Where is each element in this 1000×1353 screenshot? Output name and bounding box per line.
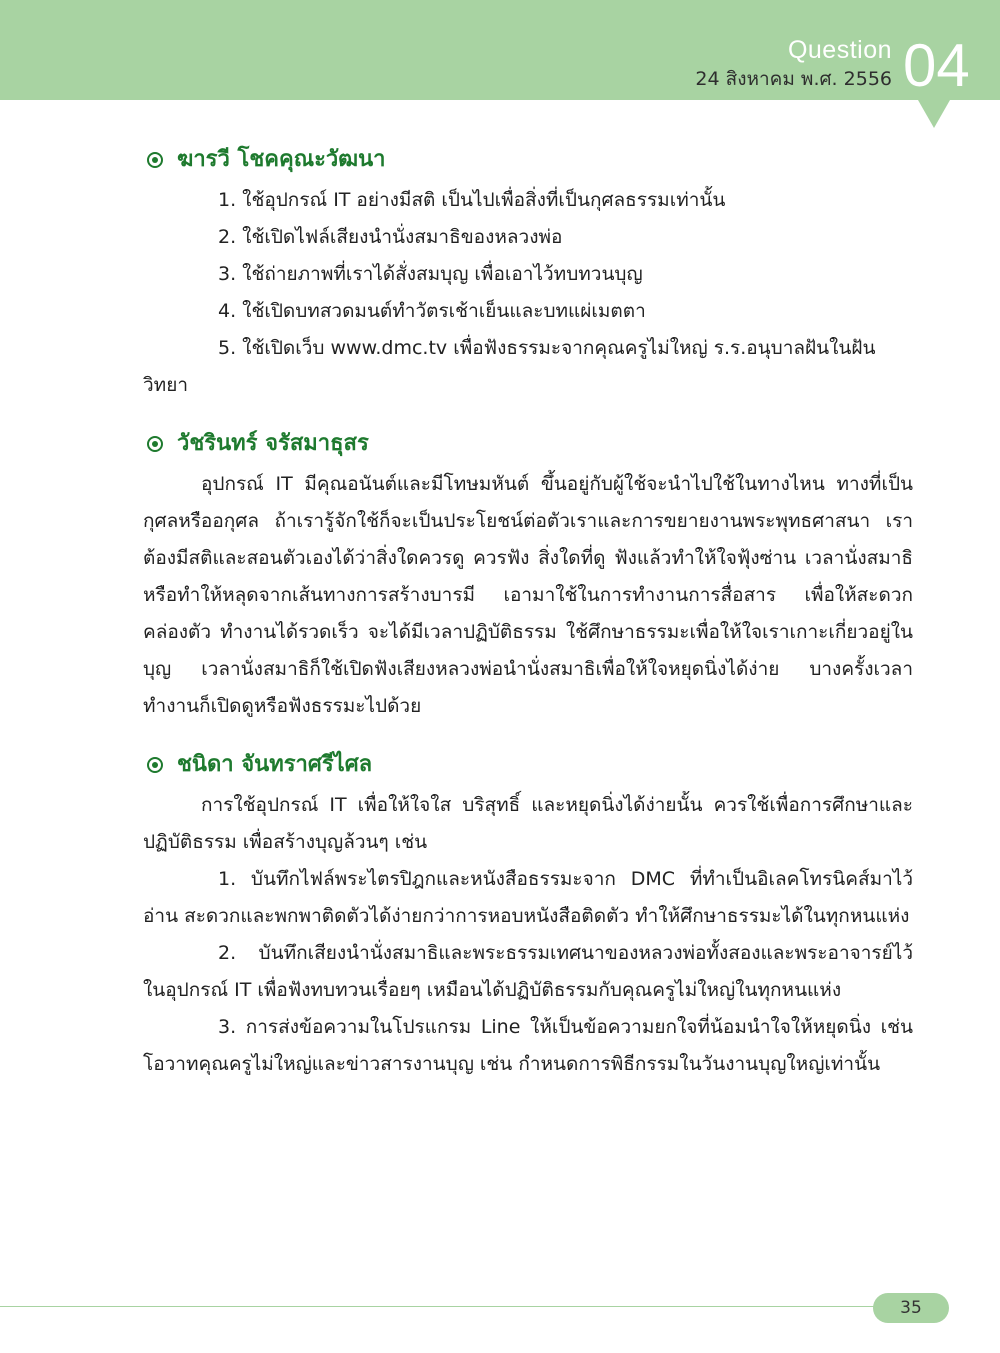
question-date: 24 สิงหาคม พ.ศ. 2556 bbox=[695, 68, 892, 90]
list-item: 1. ใช้อุปกรณ์ IT อย่างมีสติ เป็นไปเพื่อสิ่งที่เป็นกุศลธรรมเท่านั้น bbox=[218, 189, 726, 211]
header-tab-arrow bbox=[918, 100, 950, 128]
question-number: 04 bbox=[903, 32, 970, 99]
section-heading bbox=[143, 140, 913, 180]
bullet-icon bbox=[147, 436, 163, 452]
page-content bbox=[143, 140, 913, 1103]
bullet-icon bbox=[147, 152, 163, 168]
footer-divider bbox=[0, 1306, 880, 1307]
author-name: วัชรินทร์ จรัสมาธุสร bbox=[177, 431, 369, 456]
bullet-icon bbox=[147, 757, 163, 773]
author-name: ชนิดา จันทราศรีไศล bbox=[177, 752, 373, 777]
paragraph: การใช้อุปกรณ์ IT เพื่อให้ใจใส บริสุทธิ์ และหยุดนิ่งได้ง่ายนั้น ควรใช้เพื่อการศึกษาและปฏิบัติธรรม เพื่อสร้างบุญล้วนๆ เช่น bbox=[143, 794, 913, 853]
list-item: 3. ใช้ถ่ายภาพที่เราได้สั่งสมบุญ เพื่อเอาไว้ทบทวนบุญ bbox=[218, 263, 643, 285]
header-info bbox=[695, 36, 892, 92]
section-heading bbox=[143, 424, 913, 464]
section-1 bbox=[143, 140, 913, 404]
list-item: 2. ใช้เปิดไฟล์เสียงนำนั่งสมาธิของหลวงพ่อ bbox=[218, 226, 563, 248]
section-heading bbox=[143, 745, 913, 785]
list-item: 4. ใช้เปิดบทสวดมนต์ทำวัตรเช้าเย็นและบทแผ่เมตตา bbox=[218, 300, 646, 322]
question-label: Question bbox=[787, 36, 892, 64]
list-item: 1. บันทึกไฟล์พระไตรปิฎกและหนังสือธรรมะจาก DMC ที่ทำเป็นอิเลคโทรนิคส์มาไว้อ่าน สะดวกและพกพาติดตัวได้ง่ายกว่าการหอบหนังสือติดตัว ทำให้ศึกษาธรรมะได้ในทุกหนแห่ง bbox=[143, 868, 913, 927]
list-item: 5. ใช้เปิดเว็บ www.dmc.tv เพื่อฟังธรรมะจากคุณครูไม่ใหญ่ ร.ร.อนุบาลฝันในฝัน วิทยา bbox=[143, 337, 876, 396]
section-3 bbox=[143, 745, 913, 1083]
paragraph: อุปกรณ์ IT มีคุณอนันต์และมีโทษมหันต์ ขึ้นอยู่กับผู้ใช้จะนำไปใช้ในทางไหน ทางที่เป็นกุศลหรืออกุศล ถ้าเรารู้จักใช้ก็จะเป็นประโยชน์ต่อตัวเราและการขยายงานพระพุทธศาสนา เราต้องมีสติและสอนตัวเองได้ว่าสิ่งใดควรดู ควรฟัง สิ่งใดที่ดู ฟังแล้วทำให้ใจฟุ้งซ่าน เวลานั่งสมาธิ หรือทำให้หลุดจากเส้นทางการสร้างบารมี เอามาใช้ในการทำงานการสื่อสาร เพื่อให้สะดวก คล่องตัว ทำงานได้รวดเร็ว จะได้มีเวลาปฏิบัติธรรม ใช้ศึกษาธรรมะเพื่อให้ใจเราเกาะเกี่ยวอยู่ในบุญ เวลานั่งสมาธิก็ใช้เปิดฟังเสียงหลวงพ่อนำนั่งสมาธิเพื่อให้ใจหยุดนิ่งได้ง่าย บางครั้งเวลาทำงานก็เปิดดูหรือฟังธรรมะไปด้วย bbox=[143, 473, 913, 717]
list-item: 3. การส่งข้อความในโปรแกรม Line ให้เป็นข้อความยกใจที่น้อมนำใจให้หยุดนิ่ง เช่น โอวาทคุณครูไม่ใหญ่และข่าวสารงานบุญ เช่น กำหนดการพิธีกรรมในวันงานบุญใหญ่เท่านั้น bbox=[143, 1016, 913, 1075]
page-number: 35 bbox=[873, 1293, 949, 1323]
section-2 bbox=[143, 424, 913, 725]
list-item: 2. บันทึกเสียงนำนั่งสมาธิและพระธรรมเทศนาของหลวงพ่อทั้งสองและพระอาจารย์ไว้ในอุปกรณ์ IT เพื่อฟังทบทวนเรื่อยๆ เหมือนได้ปฏิบัติธรรมกับคุณครูไม่ใหญ่ในทุกหนแห่ง bbox=[143, 942, 913, 1001]
author-name: ฆารวี โชคคุณะวัฒนา bbox=[177, 147, 386, 172]
